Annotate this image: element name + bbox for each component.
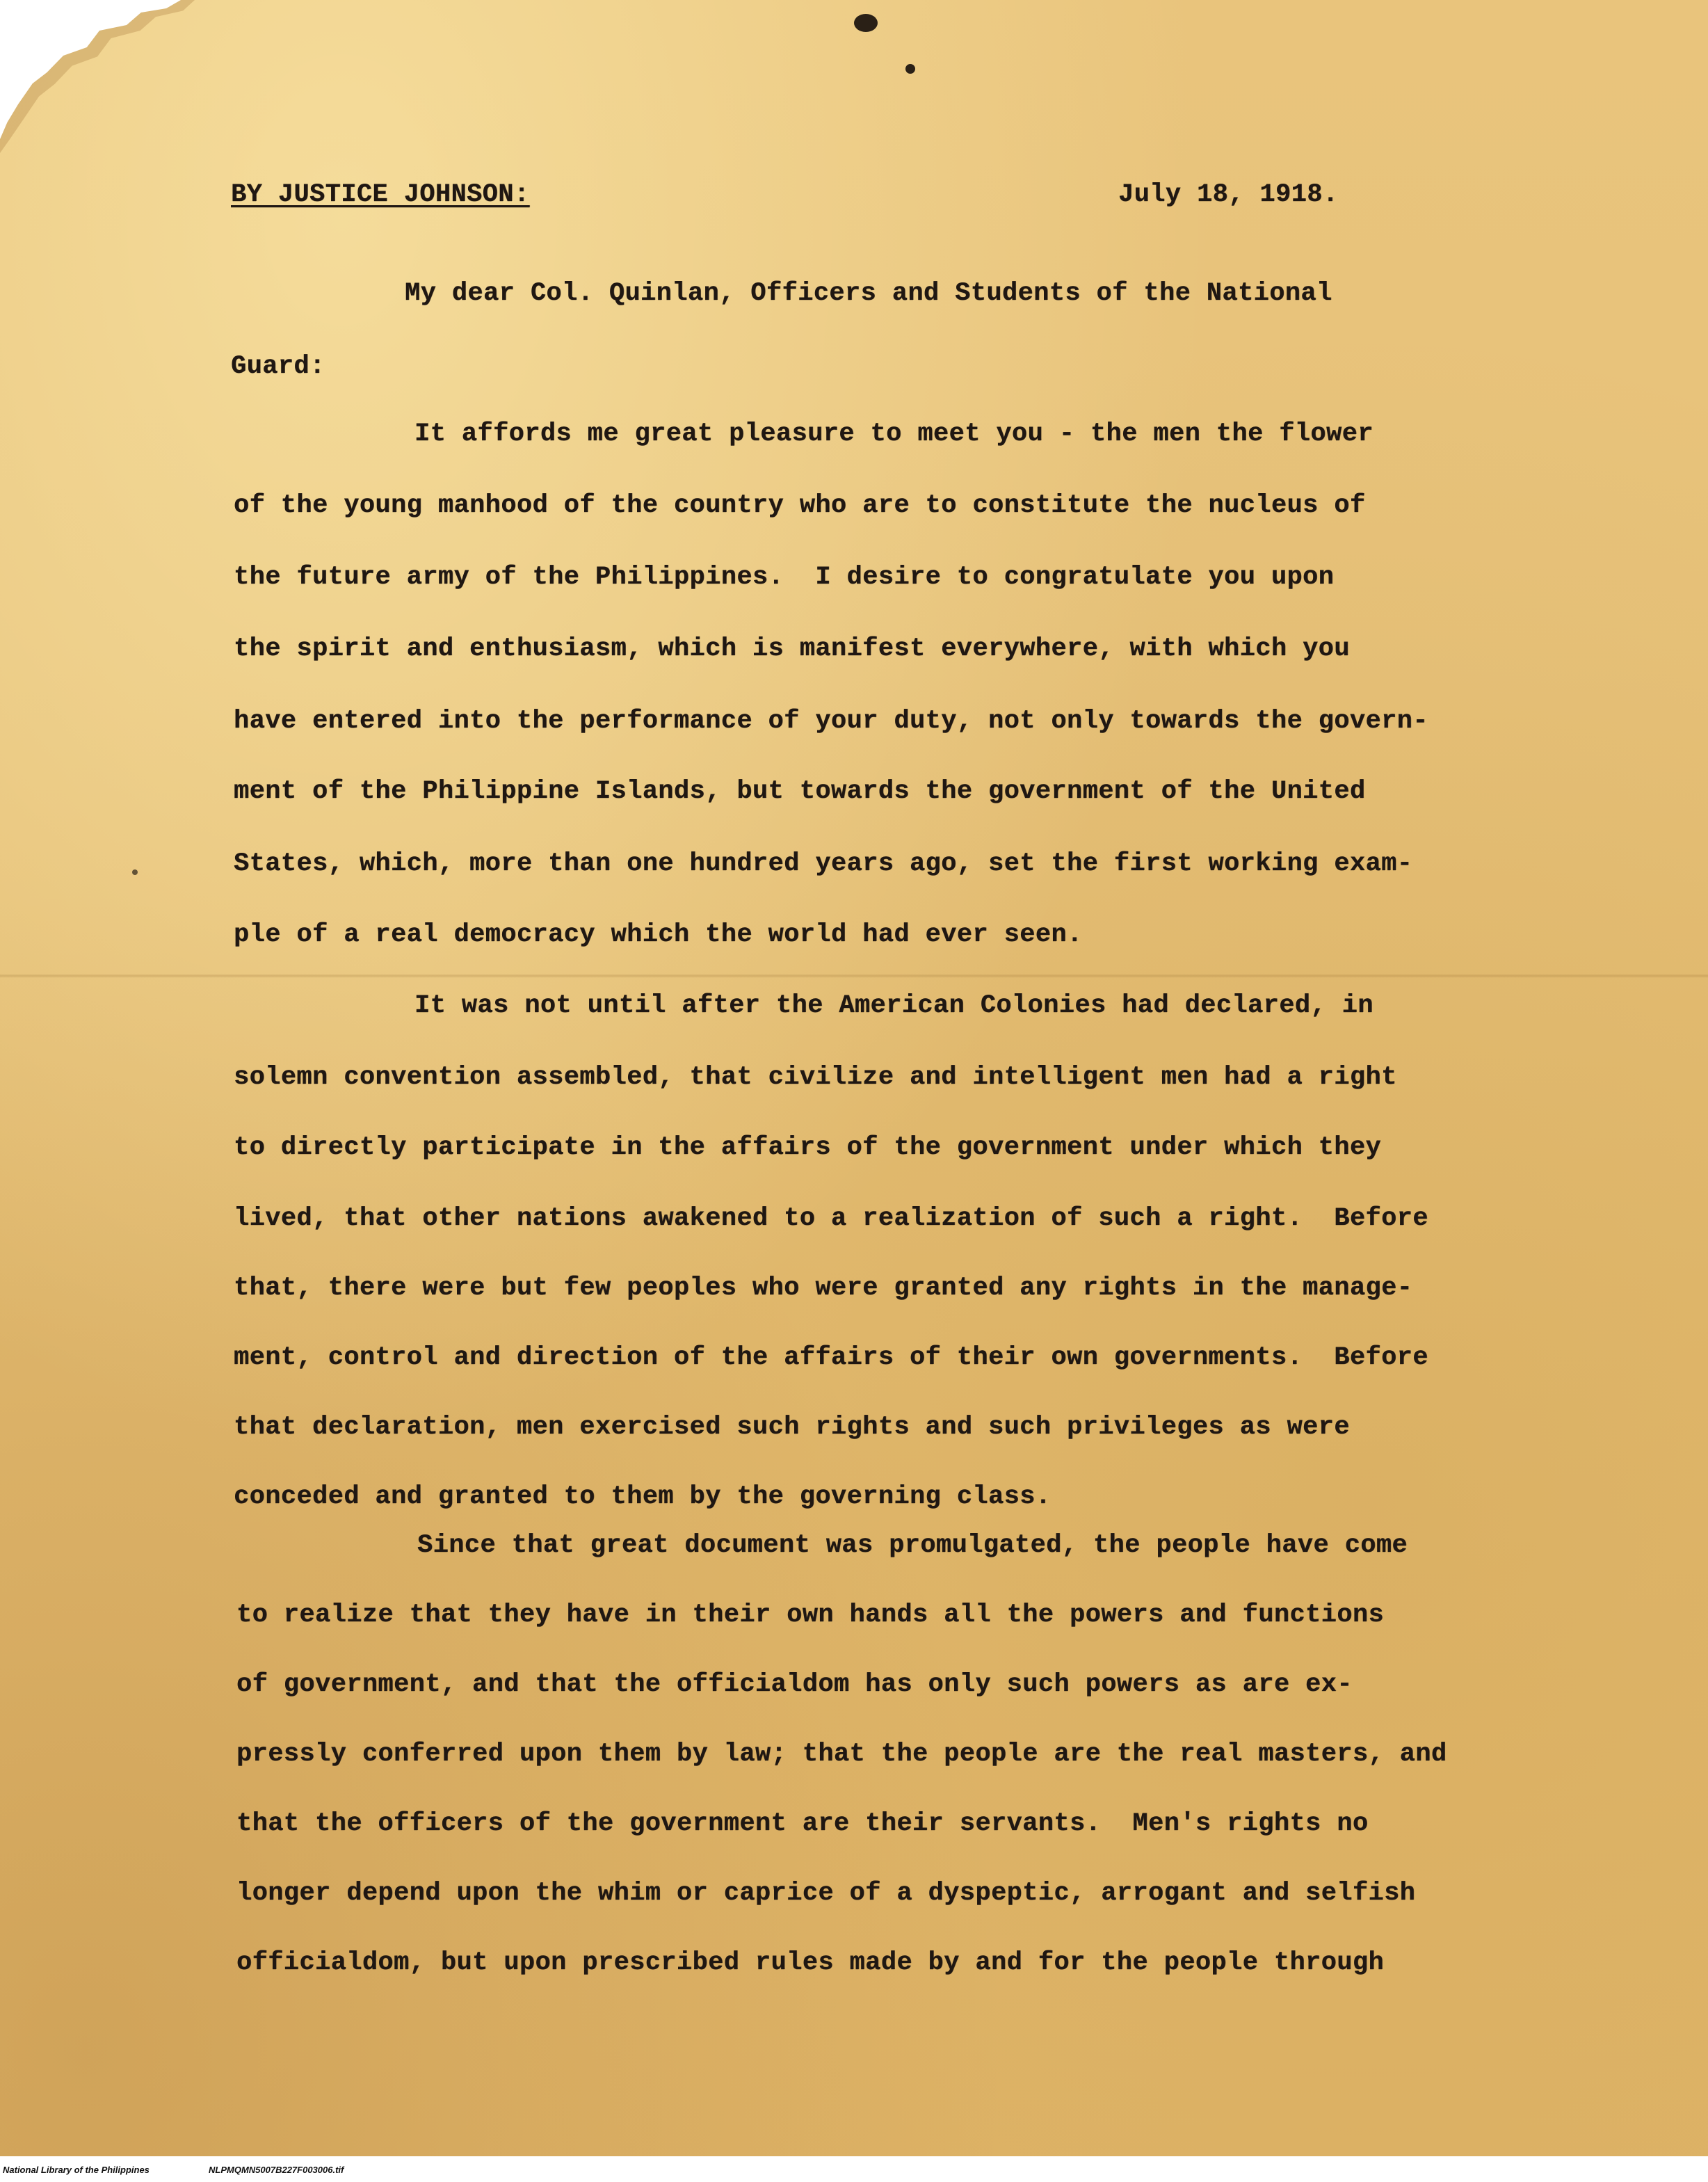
- body-line: It affords me great pleasure to meet you - the men the flower: [414, 419, 1373, 449]
- body-line: to realize that they have in their own hands all the powers and functions: [236, 1601, 1385, 1630]
- body-line: ple of a real democracy which the world had ever seen.: [234, 920, 1083, 949]
- body-line: It was not until after the American Colonies had declared, in: [414, 991, 1373, 1020]
- body-line: States, which, more than one hundred years ago, set the first working exam-: [234, 849, 1413, 879]
- salutation-line: Guard:: [231, 352, 325, 381]
- body-line: solemn convention assembled, that civilize and intelligent men had a right: [234, 1063, 1397, 1092]
- ink-spot: [854, 14, 878, 32]
- library-credit: National Library of the Philippines: [3, 2165, 150, 2175]
- body-line: ment, control and direction of the affairs of their own governments. Before: [234, 1343, 1428, 1372]
- body-line: that, there were but few peoples who were granted any rights in the manage-: [234, 1274, 1413, 1303]
- body-line: pressly conferred upon them by law; that the people are the real masters, and: [236, 1740, 1447, 1769]
- body-line: to directly participate in the affairs of the government under which they: [234, 1133, 1382, 1162]
- body-line: have entered into the performance of your duty, not only towards the govern-: [234, 707, 1428, 736]
- salutation-line: My dear Col. Quinlan, Officers and Students of the National: [405, 279, 1332, 308]
- body-line: lived, that other nations awakened to a realization of such a right. Before: [234, 1204, 1428, 1233]
- author-line: BY JUSTICE JOHNSON:: [231, 180, 530, 209]
- body-line: that the officers of the government are their servants. Men's rights no: [236, 1809, 1369, 1838]
- body-line: Since that great document was promulgated, the people have come: [417, 1531, 1408, 1560]
- body-line: officialdom, but upon prescribed rules made by and for the people through: [236, 1948, 1385, 1978]
- body-line: ment of the Philippine Islands, but towards the government of the United: [234, 777, 1366, 806]
- ink-spot: [132, 869, 138, 875]
- body-line: of government, and that the officialdom has only such powers as are ex-: [236, 1670, 1353, 1699]
- body-line: longer depend upon the whim or caprice of a dyspeptic, arrogant and selfish: [236, 1879, 1416, 1908]
- torn-corner: [0, 0, 181, 139]
- body-line: that declaration, men exercised such rights and such privileges as were: [234, 1413, 1350, 1442]
- ink-spot: [905, 64, 915, 74]
- file-identifier: NLPMQMN5007B227F003006.tif: [209, 2165, 344, 2175]
- body-line: the spirit and enthusiasm, which is manifest everywhere, with which you: [234, 634, 1350, 664]
- body-line: the future army of the Philippines. I desire to congratulate you upon: [234, 563, 1335, 592]
- paper-fold: [0, 974, 1708, 978]
- letter-date: July 18, 1918.: [1118, 180, 1339, 209]
- body-line: of the young manhood of the country who are to constitute the nucleus of: [234, 491, 1366, 520]
- body-line: conceded and granted to them by the governing class.: [234, 1482, 1052, 1511]
